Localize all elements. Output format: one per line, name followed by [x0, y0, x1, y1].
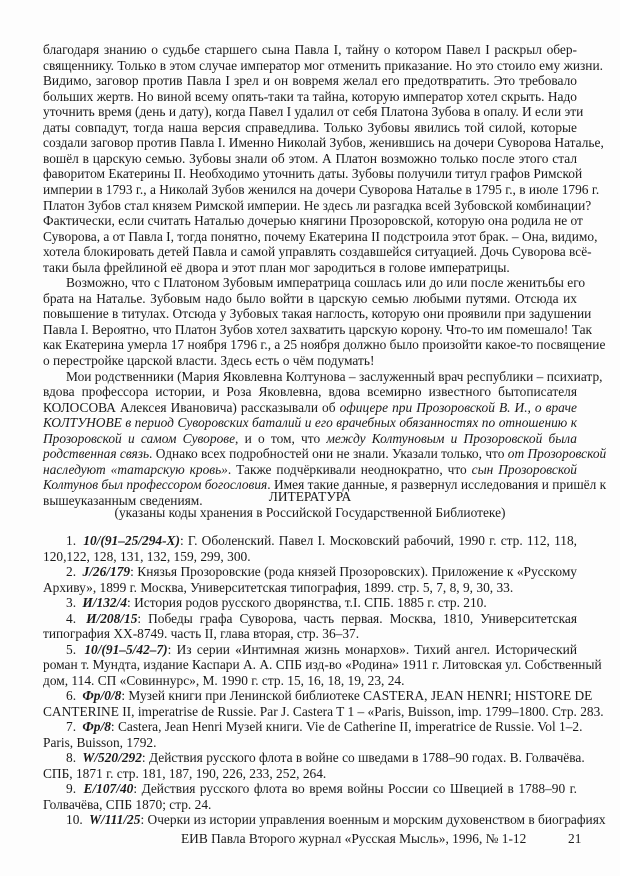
reference-item-line: [43, 657, 602, 672]
text: вдова профессора истории, и Роза Яковлевна, вдова всемирно известного бытописателя: [43, 384, 577, 400]
paragraph-line: [43, 321, 593, 337]
reference-text: роман т. Мундта, издание Каспари А. А. СПБ изд-во «Родина» 1911 г. Литовская ул. Собственный: [43, 657, 602, 672]
italic-text: Колтунов был профессором богословия: [43, 477, 268, 493]
reference-number: 7.: [66, 719, 80, 734]
text: таки была фрейлиной её двора и этот план мог зародиться в голове императрицы.: [43, 259, 510, 275]
reference-text: : История родов русского дворянства, т.I. СПБ. 1885 г. стр. 210.: [127, 595, 487, 610]
reference-text: СПБ, 1871 г. стр. 181, 187, 190, 226, 233, 252, 264.: [43, 765, 327, 781]
reference-number: 9.: [66, 781, 81, 796]
reference-text: : Победы графа Суворова, часть первая. Москва, 1810, Университетская: [137, 610, 578, 626]
text: фаворитом Екатерины II. Необходимо уточнить даты. Зубовы получили титул графов Римской: [43, 166, 583, 182]
paragraph-line: [43, 244, 592, 260]
paragraph-line: [43, 384, 577, 399]
paragraph-line: [43, 446, 607, 462]
reference-item-line: [66, 564, 577, 579]
text: как Екатерина умерла 17 ноября 1796 г., а 25 ноября должно было произойти какое-то посвящение: [43, 337, 606, 353]
reference-code: W/520/292: [82, 750, 142, 765]
reference-item-line: [43, 673, 577, 688]
reference-item-line: [43, 580, 577, 595]
reference-number: 3.: [66, 595, 80, 610]
text: даты совпадут, тогда наша версия справедлива. Только Зубовы явились той силой, которые: [43, 119, 577, 135]
reference-number: 10.: [66, 812, 87, 827]
reference-text: : Очерки из истории управления военным и морским духовенством в биографиях: [140, 812, 606, 827]
paragraph-line: [43, 104, 584, 120]
paragraph-line: [43, 400, 577, 415]
reference-text: : Музей книги при Ленинской библиотеке CASTERA, JEAN HENRI; HISTORE DE: [121, 688, 593, 703]
literature-heading: ЛИТЕРАТУРА: [268, 489, 352, 504]
paragraph-line: [43, 228, 598, 244]
paragraph-line: [43, 120, 577, 135]
italic-text: офицере при Прозоровской В. И., о враче: [339, 399, 577, 415]
paragraph-line: [43, 151, 577, 166]
reference-code: E/107/40: [83, 781, 134, 796]
text: создали заговор против Павла I. Именно Николай Зубов, женившись на дочери Суворова Наталье,: [43, 135, 604, 151]
reference-code: Фр/8: [82, 719, 111, 734]
literature-subtitle: (указаны коды хранения в Российской Государственной Библиотеке): [114, 505, 506, 520]
italic-text: Прозоровской и самом Суворове: [43, 430, 236, 446]
italic-text: от Прозоровской: [507, 446, 607, 462]
reference-item-line: [43, 797, 577, 812]
reference-item-line: [66, 595, 577, 610]
text: благодаря знанию о судьбе старшего сына Павла I, тайну о котором Павел I раскрыл обер-: [43, 42, 577, 57]
reference-text: : Г. Оболенский. Павел I. Московский рабочий, 1990 г. стр. 112, 118,: [179, 533, 578, 548]
reference-number: 4.: [66, 610, 84, 626]
text: больших жертв. Но виной всему опять-таки та тайна, которую император хотел скрыть. Надо: [43, 88, 577, 104]
reference-text: : Действия русского флота во время войны России со Швецией в 1788–90 г.: [133, 781, 577, 796]
text: хотела блокировать детей Павла и самой управлять создавшейся ситуацией. Дочь Суворова всё-: [43, 244, 592, 260]
text: Видимо, заговор против Павла I зрел и он вовремя желал его предотвратить. Это требовало: [43, 73, 577, 89]
reference-item-line: [43, 766, 577, 781]
reference-code: 10/(91–5/42–7): [84, 641, 168, 657]
paragraph-line: [43, 213, 583, 229]
paragraph-line: [66, 275, 586, 291]
text: . Также подчёркивали неоднократно, что: [227, 461, 472, 477]
reference-item-line: [66, 642, 577, 657]
reference-number: 1.: [66, 533, 81, 548]
text: священнику. Только в этом случае император мог отменить приказание. Но это стоило ему жизни.: [43, 57, 603, 73]
reference-text: : Из серии «Интимная жизнь монархов». Тихий ангел. Исторический: [167, 641, 578, 657]
paragraph-line: [43, 166, 583, 182]
reference-text: : Castera, Jean Henri Музей книги. Vie de Catherine II, imperatrice de Russie. Vol 1–2.: [110, 719, 583, 734]
paragraph-line: [66, 368, 603, 384]
reference-code: J/26/179: [82, 564, 131, 579]
italic-text: КОЛТУНОВЕ в период Суворовских баталий и его врачебных обязанностях по отношению к: [43, 415, 577, 431]
text: Возможно, что с Платоном Зубовым императрица сошлась или до или после женитьбы его: [66, 275, 586, 291]
reference-code: W/111/25: [89, 812, 141, 827]
reference-code: И/132/4: [82, 595, 128, 610]
text: , и о том, что: [235, 430, 327, 446]
reference-code: И/208/15: [86, 610, 138, 626]
italic-text: родственная связь: [43, 446, 150, 462]
reference-text: : Действия русского флота в войне со шведами в 1788–90 годах. В. Голвачёва.: [141, 750, 585, 765]
paragraph-line: [43, 462, 577, 477]
paragraph-line: [43, 260, 577, 275]
paragraph-line: [43, 291, 577, 306]
reference-item-line: [66, 611, 577, 626]
reference-item-line: [66, 719, 583, 734]
reference-text: дом, 114. СП «Совиннурс», М. 1990 г. стр. 15, 16, 18, 19, 23, 24.: [43, 672, 405, 688]
text: Павла I. Вероятно, что Платон Зубов хотел захватить царскую корону. Что-то им помешало! Так: [43, 321, 593, 337]
paragraph-line: [43, 57, 603, 73]
italic-text: сын Прозоровской: [471, 461, 577, 477]
paragraph-line: [43, 431, 577, 446]
paragraph-line: [43, 306, 592, 322]
page-number: 21: [568, 831, 582, 846]
text: Платон Зубов стал князем Римской империи. Не здесь ли разгадка всей Зубовской комбинации?: [43, 197, 592, 213]
text: уточнить время (день и дату), когда Павел I удалил от себя Платона Зубова в опалу. И если эти: [43, 104, 584, 120]
reference-text: : Князья Прозоровские (рода князей Прозоровских). Приложение к «Русскому: [130, 564, 577, 579]
reference-number: 6.: [66, 688, 80, 703]
reference-code: 10/(91–25/294-Х): [83, 533, 180, 548]
paragraph-line: [43, 89, 577, 104]
reference-number: 8.: [66, 750, 80, 765]
reference-item-line: [43, 735, 577, 750]
reference-text: Paris, Buisson, 1792.: [43, 734, 157, 750]
paragraph-line: [43, 135, 604, 151]
paragraph-line: [43, 181, 600, 197]
italic-text: между Колтуновым и Прозоровской была: [326, 430, 577, 446]
text: Суворова, а от Павла I, тогда понятно, почему Екатерина II подстроила этот брак. – Она, видимо,: [43, 228, 598, 244]
paragraph-line: [43, 353, 577, 368]
reference-item-line: [66, 533, 577, 548]
text: повышение в титулах. Отсюда у Зубовых такая наглость, которую они проявили при задушении: [43, 306, 592, 322]
text: КОЛОСОВА Алексея Ивановича) рассказывали об: [43, 399, 340, 415]
paragraph-line: [43, 73, 577, 88]
paragraph-line: [43, 415, 577, 430]
reference-item-line: [43, 626, 577, 641]
paragraph-line: [43, 337, 606, 353]
text: о перестройке царской власти. Здесь есть о чём подумать!: [43, 353, 375, 368]
reference-item-line: [66, 812, 606, 827]
reference-number: 5.: [66, 641, 82, 657]
text: брата на Наталье. Зубовым надо было войти в царскую семью любыми путями. Отсюда их: [43, 290, 577, 306]
reference-item-line: [43, 703, 604, 719]
reference-text: Голвачёва, СПБ 1870; стр. 24.: [43, 796, 212, 812]
text: Мои родственники (Мария Яковлевна Колтунова – заслуженный врач республики – психиатр,: [66, 368, 603, 384]
footer-journal: ЕИВ Павла Второго журнал «Русская Мысль», 1996, № 1-12: [181, 831, 527, 846]
text: . Имея такие данные, я развернул исследования и пришёл к: [267, 477, 607, 493]
reference-item-line: [66, 750, 585, 765]
reference-number: 2.: [66, 564, 80, 579]
reference-item-line: [43, 549, 577, 564]
italic-text: наследуют «татарскую кровь»: [43, 461, 228, 477]
reference-text: типография XX-8749. часть II, глава вторая, стр. 36–37.: [43, 626, 360, 641]
paragraph-line: [43, 197, 592, 213]
paragraph-line: [43, 42, 577, 57]
reference-item-line: [66, 688, 593, 703]
text: вошёл в царскую семью. Зубовы знали об этом. А Платон возможно только после этого стал: [43, 150, 577, 166]
text: вышеуказанным сведениям.: [43, 492, 203, 508]
reference-code: Фр/0/8: [82, 688, 122, 703]
text: Фактически, если считать Наталью дочерью княгини Прозоровской, которую она родила не от: [43, 213, 583, 229]
reference-item-line: [66, 781, 577, 796]
reference-text: 120,122, 128, 131, 132, 159, 299, 300.: [43, 548, 251, 564]
text: . Однако всех подробностей они не знали. Указали только, что: [149, 446, 508, 462]
reference-text: CANTERINE II, imperatrise de Russie. Par J. Castera T 1 – «Paris, Buisson, imp. 1799–1800. Стр. 283.: [43, 703, 604, 719]
text: империи в 1793 г., а Николай Зубов женился на дочери Суворова Наталье в 1795 г., в июле 1796 г.: [43, 181, 600, 197]
reference-text: Архиву», 1899 г. Москва, Университетская типография, 1899. стр. 5, 7, 8, 9, 30, 33.: [43, 579, 514, 595]
